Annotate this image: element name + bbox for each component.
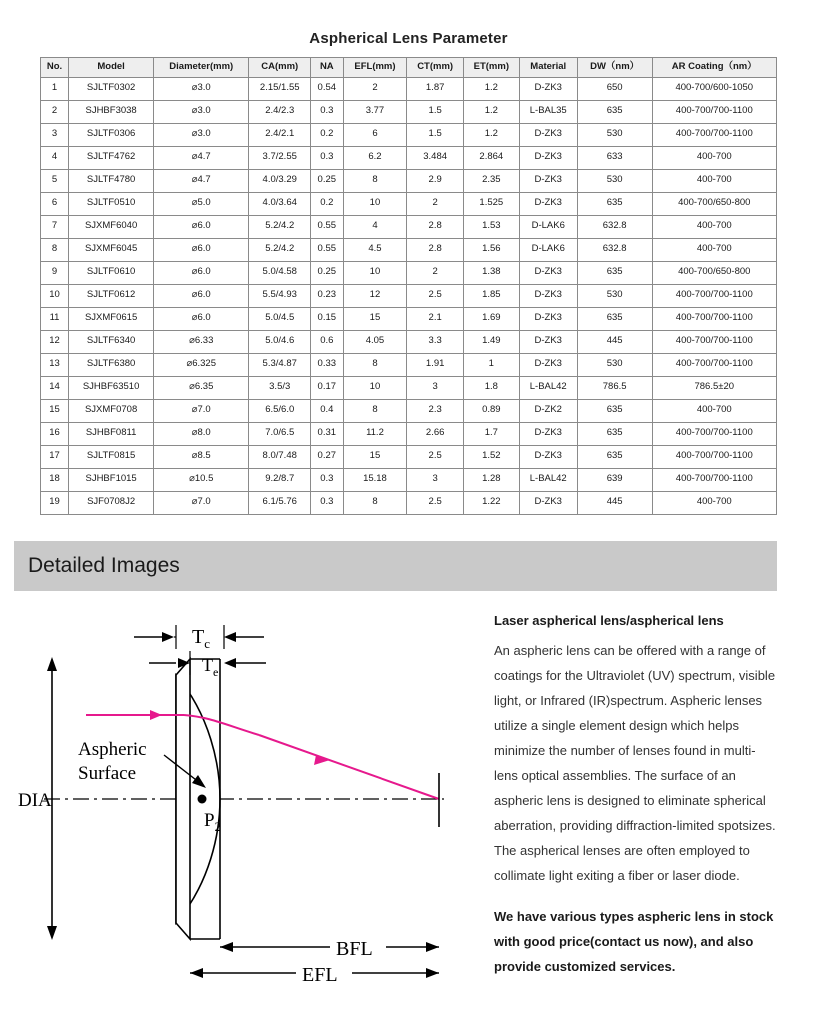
- description-body: An aspheric lens can be offered with a range of coatings for the Ultraviolet (UV) spectrum, visible light, or Infrared (IR)spectrum. Aspheric lenses utilize a single element design which helps minimize the number of lenses found in multi-lens optical assemblies. The surface of an aspheric lens is designed to eliminate spherical aberration, providing diffraction-limited spotsizes. The aspherical lenses are often employed to collimate light exiting a fiber or laser diode.: [494, 642, 776, 883]
- table-cell: 786.5±20: [652, 376, 776, 399]
- description-footer: We have various types aspheric lens in stock with good price(contact us now), and also provide customized services.: [494, 908, 774, 974]
- table-cell: 1.52: [463, 445, 519, 468]
- table-header-row: [41, 58, 777, 78]
- table-cell: 2: [407, 261, 464, 284]
- table-cell: D-ZK3: [519, 491, 577, 514]
- table-row: [41, 491, 777, 514]
- table-cell: ⌀6.0: [154, 238, 249, 261]
- lens-diagram-column: [14, 605, 476, 1025]
- table-row: [41, 261, 777, 284]
- table-cell: 1.87: [407, 77, 464, 100]
- table-cell: SJLTF4762: [69, 146, 154, 169]
- table-cell: ⌀8.5: [154, 445, 249, 468]
- table-cell: SJHBF63510: [69, 376, 154, 399]
- table-cell: ⌀7.0: [154, 399, 249, 422]
- lens-diagram: [14, 605, 454, 1025]
- table-cell: 530: [577, 169, 652, 192]
- table-cell: L-BAL42: [519, 468, 577, 491]
- table-cell: 10: [343, 261, 407, 284]
- table-cell: 4.0/3.64: [249, 192, 311, 215]
- table-cell: 1: [463, 353, 519, 376]
- table-cell: 2.4/2.3: [249, 100, 311, 123]
- table-cell: D-ZK3: [519, 169, 577, 192]
- table-cell: 5.3/4.87: [249, 353, 311, 376]
- table-row: [41, 422, 777, 445]
- table-row: [41, 215, 777, 238]
- table-cell: ⌀4.7: [154, 146, 249, 169]
- table-cell: 1.8: [463, 376, 519, 399]
- parameter-table-section: [0, 0, 817, 515]
- bfl-label: BFL: [336, 937, 373, 960]
- table-row: [41, 330, 777, 353]
- table-cell: 18: [41, 468, 69, 491]
- table-cell: 400-700: [652, 215, 776, 238]
- table-cell: 0.2: [311, 123, 343, 146]
- table-cell: SJLTF0306: [69, 123, 154, 146]
- table-cell: ⌀7.0: [154, 491, 249, 514]
- table-cell: 1.85: [463, 284, 519, 307]
- p2-label: $P_2$: [204, 809, 222, 834]
- detailed-images-label: Detailed Images: [28, 553, 180, 577]
- table-cell: 7: [41, 215, 69, 238]
- table-cell: 4: [41, 146, 69, 169]
- tc-label: $T_c$: [192, 625, 210, 651]
- table-cell: 0.15: [311, 307, 343, 330]
- parameter-table: [40, 57, 777, 515]
- aspheric-label-line2: Surface: [78, 762, 137, 784]
- table-row: [41, 353, 777, 376]
- te-label: $T_e$: [202, 654, 219, 679]
- table-cell: 3.5/3: [249, 376, 311, 399]
- table-row: [41, 284, 777, 307]
- table-cell: D-ZK3: [519, 77, 577, 100]
- table-cell: 2.5: [407, 445, 464, 468]
- table-row: [41, 77, 777, 100]
- table-cell: D-ZK3: [519, 445, 577, 468]
- table-column-header: EFL(mm): [343, 58, 407, 78]
- table-row: [41, 307, 777, 330]
- table-cell: 6.1/5.76: [249, 491, 311, 514]
- table-cell: 633: [577, 146, 652, 169]
- table-cell: 0.3: [311, 146, 343, 169]
- table-cell: 3: [407, 376, 464, 399]
- table-cell: 5.2/4.2: [249, 215, 311, 238]
- table-cell: D-ZK3: [519, 307, 577, 330]
- table-cell: 1.56: [463, 238, 519, 261]
- table-cell: ⌀10.5: [154, 468, 249, 491]
- dia-arrow-head-bottom: [47, 926, 57, 940]
- table-cell: 1.53: [463, 215, 519, 238]
- table-cell: 2.66: [407, 422, 464, 445]
- table-cell: ⌀6.33: [154, 330, 249, 353]
- table-cell: SJLTF0815: [69, 445, 154, 468]
- table-column-header: DW（nm）: [577, 58, 652, 78]
- table-cell: 8: [343, 399, 407, 422]
- lens-diagram-svg: [14, 605, 454, 1025]
- table-cell: D-ZK2: [519, 399, 577, 422]
- table-cell: ⌀6.0: [154, 307, 249, 330]
- table-cell: 635: [577, 445, 652, 468]
- efl-arrow-left: [190, 968, 203, 978]
- table-row: [41, 445, 777, 468]
- table-cell: 632.8: [577, 238, 652, 261]
- table-cell: 400-700/700-1100: [652, 123, 776, 146]
- table-cell: 400-700/700-1100: [652, 307, 776, 330]
- table-cell: 400-700/650-800: [652, 192, 776, 215]
- table-row: [41, 169, 777, 192]
- table-cell: ⌀6.325: [154, 353, 249, 376]
- table-cell: 0.25: [311, 261, 343, 284]
- dia-arrow-head-top: [47, 657, 57, 671]
- table-cell: 786.5: [577, 376, 652, 399]
- table-cell: 15: [343, 445, 407, 468]
- table-cell: 639: [577, 468, 652, 491]
- tc-arrow-left: [162, 632, 174, 642]
- table-cell: 0.17: [311, 376, 343, 399]
- table-cell: 12: [343, 284, 407, 307]
- table-column-header: CT(mm): [407, 58, 464, 78]
- table-cell: 1.2: [463, 100, 519, 123]
- table-cell: D-ZK3: [519, 422, 577, 445]
- table-cell: 1: [41, 77, 69, 100]
- table-cell: SJF0708J2: [69, 491, 154, 514]
- table-cell: SJHBF1015: [69, 468, 154, 491]
- table-cell: ⌀3.0: [154, 123, 249, 146]
- table-cell: 1.91: [407, 353, 464, 376]
- table-cell: 11.2: [343, 422, 407, 445]
- table-cell: 0.55: [311, 215, 343, 238]
- table-body: [41, 77, 777, 514]
- table-cell: 6: [343, 123, 407, 146]
- table-cell: 400-700: [652, 399, 776, 422]
- table-cell: 0.3: [311, 491, 343, 514]
- table-cell: 11: [41, 307, 69, 330]
- table-cell: 2.4/2.1: [249, 123, 311, 146]
- table-cell: 8: [41, 238, 69, 261]
- table-cell: 0.27: [311, 445, 343, 468]
- aspheric-label-line1: Aspheric: [78, 738, 147, 760]
- table-cell: 1.5: [407, 100, 464, 123]
- table-cell: 445: [577, 330, 652, 353]
- table-column-header: NA: [311, 58, 343, 78]
- table-cell: 3: [407, 468, 464, 491]
- table-row: [41, 376, 777, 399]
- table-cell: ⌀5.0: [154, 192, 249, 215]
- table-row: [41, 192, 777, 215]
- table-cell: 530: [577, 353, 652, 376]
- table-column-header: CA(mm): [249, 58, 311, 78]
- table-cell: 1.49: [463, 330, 519, 353]
- table-cell: D-ZK3: [519, 353, 577, 376]
- dia-label: DIA: [18, 789, 52, 811]
- table-cell: 635: [577, 100, 652, 123]
- table-row: [41, 399, 777, 422]
- table-cell: 1.2: [463, 77, 519, 100]
- table-cell: 15: [41, 399, 69, 422]
- table-cell: 1.525: [463, 192, 519, 215]
- table-row: [41, 468, 777, 491]
- table-cell: 400-700/700-1100: [652, 353, 776, 376]
- table-row: [41, 100, 777, 123]
- table-cell: 8: [343, 491, 407, 514]
- table-cell: 2.1: [407, 307, 464, 330]
- table-cell: 4.05: [343, 330, 407, 353]
- table-cell: 10: [343, 192, 407, 215]
- table-cell: 17: [41, 445, 69, 468]
- table-cell: 2.864: [463, 146, 519, 169]
- table-cell: 2.8: [407, 238, 464, 261]
- table-cell: 5.0/4.5: [249, 307, 311, 330]
- description-column: [476, 605, 777, 1025]
- table-cell: 14: [41, 376, 69, 399]
- table-cell: ⌀6.35: [154, 376, 249, 399]
- lens-edge-body: [176, 659, 190, 939]
- table-row: [41, 146, 777, 169]
- table-cell: 0.31: [311, 422, 343, 445]
- table-cell: 1.7: [463, 422, 519, 445]
- table-cell: 400-700/700-1100: [652, 100, 776, 123]
- table-cell: 9.2/8.7: [249, 468, 311, 491]
- table-cell: 8.0/7.48: [249, 445, 311, 468]
- table-cell: 400-700/700-1100: [652, 445, 776, 468]
- table-cell: SJXMF6040: [69, 215, 154, 238]
- te-arrow-right: [224, 658, 236, 668]
- table-cell: 2.5: [407, 491, 464, 514]
- table-cell: 0.2: [311, 192, 343, 215]
- table-cell: 10: [343, 376, 407, 399]
- table-cell: 635: [577, 422, 652, 445]
- table-cell: 1.2: [463, 123, 519, 146]
- table-cell: 2.8: [407, 215, 464, 238]
- table-cell: 530: [577, 123, 652, 146]
- table-cell: 2.35: [463, 169, 519, 192]
- table-cell: 10: [41, 284, 69, 307]
- table-cell: 400-700/700-1100: [652, 284, 776, 307]
- table-cell: SJLTF4780: [69, 169, 154, 192]
- table-cell: 400-700/600-1050: [652, 77, 776, 100]
- table-cell: ⌀6.0: [154, 284, 249, 307]
- table-column-header: Diameter(mm): [154, 58, 249, 78]
- table-cell: SJXMF0615: [69, 307, 154, 330]
- detailed-images-banner: [14, 541, 777, 591]
- table-cell: 400-700: [652, 146, 776, 169]
- table-cell: D-ZK3: [519, 146, 577, 169]
- table-cell: D-ZK3: [519, 123, 577, 146]
- table-cell: SJLTF0302: [69, 77, 154, 100]
- table-cell: D-LAK6: [519, 215, 577, 238]
- table-cell: 0.3: [311, 468, 343, 491]
- table-cell: 9: [41, 261, 69, 284]
- table-cell: 2.15/1.55: [249, 77, 311, 100]
- table-cell: 3.484: [407, 146, 464, 169]
- table-cell: 632.8: [577, 215, 652, 238]
- table-cell: 15.18: [343, 468, 407, 491]
- table-cell: SJXMF6045: [69, 238, 154, 261]
- table-row: [41, 238, 777, 261]
- principal-point-marker: [198, 794, 207, 803]
- table-cell: 400-700/650-800: [652, 261, 776, 284]
- table-cell: 19: [41, 491, 69, 514]
- table-title: Aspherical Lens Parameter: [309, 30, 508, 47]
- table-cell: 8: [343, 169, 407, 192]
- table-column-header: No.: [41, 58, 69, 78]
- table-cell: 1.5: [407, 123, 464, 146]
- table-cell: 530: [577, 284, 652, 307]
- table-cell: 445: [577, 491, 652, 514]
- table-cell: 5.2/4.2: [249, 238, 311, 261]
- table-cell: SJXMF0708: [69, 399, 154, 422]
- table-cell: 6: [41, 192, 69, 215]
- tc-arrow-right: [224, 632, 236, 642]
- table-cell: 400-700/700-1100: [652, 422, 776, 445]
- table-cell: 0.89: [463, 399, 519, 422]
- table-cell: 1.38: [463, 261, 519, 284]
- table-cell: 400-700/700-1100: [652, 330, 776, 353]
- table-cell: 8: [343, 353, 407, 376]
- table-cell: SJLTF0510: [69, 192, 154, 215]
- table-cell: 635: [577, 307, 652, 330]
- table-cell: SJHBF3038: [69, 100, 154, 123]
- table-cell: ⌀3.0: [154, 100, 249, 123]
- table-cell: 635: [577, 192, 652, 215]
- table-cell: D-ZK3: [519, 261, 577, 284]
- table-cell: 4: [343, 215, 407, 238]
- table-column-header: AR Coating（nm）: [652, 58, 776, 78]
- table-cell: 5.0/4.58: [249, 261, 311, 284]
- table-cell: 2: [41, 100, 69, 123]
- table-cell: 2: [343, 77, 407, 100]
- table-cell: ⌀8.0: [154, 422, 249, 445]
- efl-label: EFL: [302, 963, 338, 986]
- table-column-header: Model: [69, 58, 154, 78]
- table-cell: D-ZK3: [519, 192, 577, 215]
- table-cell: 0.33: [311, 353, 343, 376]
- table-cell: 6.2: [343, 146, 407, 169]
- table-cell: ⌀6.0: [154, 215, 249, 238]
- table-cell: 3.3: [407, 330, 464, 353]
- table-cell: ⌀6.0: [154, 261, 249, 284]
- table-cell: 13: [41, 353, 69, 376]
- table-cell: 5.5/4.93: [249, 284, 311, 307]
- table-cell: 2.5: [407, 284, 464, 307]
- table-cell: 1.28: [463, 468, 519, 491]
- table-cell: 0.4: [311, 399, 343, 422]
- bfl-arrow-left: [220, 942, 233, 952]
- table-cell: 4.0/3.29: [249, 169, 311, 192]
- table-cell: 6.5/6.0: [249, 399, 311, 422]
- table-cell: 0.55: [311, 238, 343, 261]
- table-cell: 0.23: [311, 284, 343, 307]
- table-cell: ⌀4.7: [154, 169, 249, 192]
- table-cell: 400-700: [652, 491, 776, 514]
- table-column-header: ET(mm): [463, 58, 519, 78]
- table-cell: 5.0/4.6: [249, 330, 311, 353]
- table-cell: 0.3: [311, 100, 343, 123]
- table-cell: 3: [41, 123, 69, 146]
- table-cell: 1.22: [463, 491, 519, 514]
- table-cell: 2.9: [407, 169, 464, 192]
- table-cell: ⌀3.0: [154, 77, 249, 100]
- table-cell: 400-700: [652, 169, 776, 192]
- table-cell: 2: [407, 192, 464, 215]
- table-cell: 2.3: [407, 399, 464, 422]
- table-cell: 650: [577, 77, 652, 100]
- table-cell: L-BAL35: [519, 100, 577, 123]
- table-cell: 0.6: [311, 330, 343, 353]
- table-cell: L-BAL42: [519, 376, 577, 399]
- table-cell: D-ZK3: [519, 284, 577, 307]
- bfl-arrow-right: [426, 942, 439, 952]
- table-cell: SJLTF6340: [69, 330, 154, 353]
- ray-arrow-1: [150, 710, 162, 720]
- table-cell: 3.77: [343, 100, 407, 123]
- table-cell: 4.5: [343, 238, 407, 261]
- table-cell: 12: [41, 330, 69, 353]
- table-cell: SJLTF6380: [69, 353, 154, 376]
- table-cell: 0.25: [311, 169, 343, 192]
- table-cell: SJLTF0612: [69, 284, 154, 307]
- table-cell: 635: [577, 399, 652, 422]
- table-cell: 400-700: [652, 238, 776, 261]
- table-cell: 3.7/2.55: [249, 146, 311, 169]
- description-heading: Laser aspherical lens/aspherical lens: [494, 612, 724, 628]
- table-cell: 0.54: [311, 77, 343, 100]
- table-cell: 15: [343, 307, 407, 330]
- table-cell: D-ZK3: [519, 330, 577, 353]
- table-cell: 7.0/6.5: [249, 422, 311, 445]
- detail-content: [0, 605, 817, 1025]
- table-head: [41, 58, 777, 78]
- efl-arrow-right: [426, 968, 439, 978]
- table-cell: 400-700/700-1100: [652, 468, 776, 491]
- table-row: [41, 123, 777, 146]
- table-cell: 1.69: [463, 307, 519, 330]
- table-cell: 16: [41, 422, 69, 445]
- table-column-header: Material: [519, 58, 577, 78]
- table-cell: 5: [41, 169, 69, 192]
- table-cell: SJHBF0811: [69, 422, 154, 445]
- table-cell: SJLTF0610: [69, 261, 154, 284]
- table-cell: D-LAK6: [519, 238, 577, 261]
- table-cell: 635: [577, 261, 652, 284]
